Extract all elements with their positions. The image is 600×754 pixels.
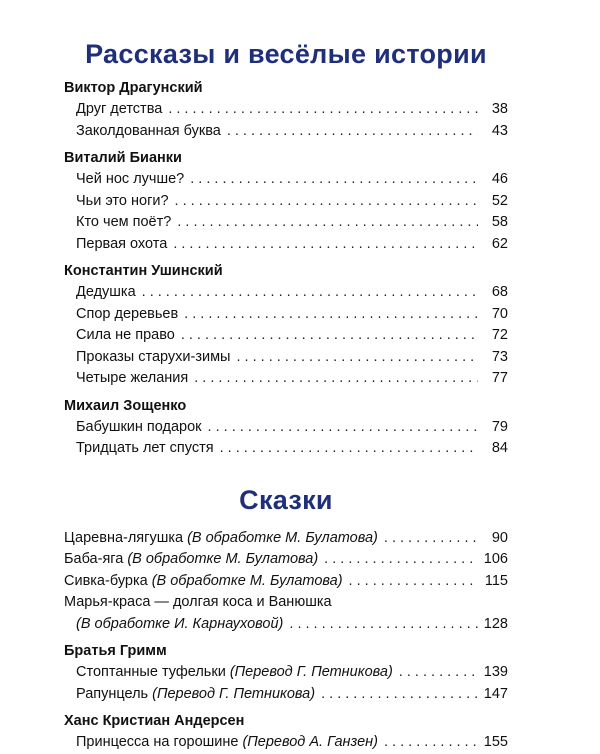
entry-page-number: 72 [491, 327, 508, 343]
author-heading: Ханс Кристиан Андерсен [64, 713, 245, 729]
toc-entry[interactable] [64, 732, 508, 754]
toc-entry[interactable] [64, 304, 508, 326]
dot-leader [194, 368, 478, 390]
entry-title: Проказы старухи-зимы [76, 348, 231, 365]
toc-entry[interactable] [64, 684, 508, 706]
entry-title: Царевна-лягушка [64, 529, 184, 546]
entry-page-number: 73 [491, 348, 508, 365]
dot-leader [173, 234, 478, 256]
author-heading: Михаил Зощенко [64, 397, 187, 414]
entry-title: Тридцать лет спустя [76, 440, 214, 456]
dot-leader [289, 614, 477, 636]
entry-title: Бабушкин подарок [76, 418, 202, 435]
entry-note: (В обработке М. Булатова) [187, 529, 378, 546]
entry-title: Дедушка [76, 284, 136, 300]
entry-title: Четыре желания [76, 370, 189, 386]
dot-leader [384, 732, 478, 754]
entry-title: Сивка-бурка [64, 572, 148, 589]
author-heading: Виталий Бианки [64, 150, 182, 166]
entry-title: Друг детства [76, 101, 163, 117]
toc-entry[interactable] [64, 191, 508, 213]
dot-leader [177, 212, 478, 234]
entry-page-number: 147 [483, 685, 508, 702]
entry-title: Кто чем поёт? [76, 214, 172, 230]
entry-note: (В обработке И. Карнауховой) [76, 615, 284, 632]
entry-title: Рапунцель [76, 685, 149, 702]
entry-page-number: 62 [491, 235, 508, 252]
section-title-stories: Рассказы и весёлые истории [85, 39, 487, 69]
dot-leader [190, 169, 478, 191]
dot-leader [384, 528, 478, 550]
toc-entry[interactable] [64, 368, 508, 390]
entry-note: (Перевод А. Ганзен) [242, 734, 378, 750]
entry-page-number: 38 [491, 101, 508, 117]
entry-page-number: 77 [491, 370, 508, 386]
entry-title: Принцесса на горошине [76, 734, 239, 750]
entry-page-number: 128 [483, 615, 508, 632]
entry-page-number: 155 [483, 734, 508, 750]
toc-entry[interactable] [64, 234, 508, 256]
dot-leader [227, 121, 478, 143]
dot-leader [220, 438, 478, 460]
dot-leader [324, 549, 478, 571]
entry-title: Первая охота [76, 235, 168, 252]
toc-entry[interactable] [64, 325, 508, 347]
author-heading: Братья Гримм [64, 643, 167, 659]
dot-leader [168, 99, 478, 121]
dot-leader [181, 325, 478, 347]
toc-entry[interactable] [64, 212, 508, 234]
toc-entry[interactable] [64, 662, 508, 684]
entry-title: Чьи это ноги? [76, 192, 169, 209]
toc-entry[interactable] [64, 99, 508, 121]
dot-leader [349, 571, 478, 593]
entry-title: Заколдованная буква [76, 122, 221, 139]
toc-entry[interactable] [64, 549, 508, 571]
entry-title: Спор деревьев [76, 305, 179, 322]
entry-title-line[interactable]: Марья-краса — долгая коса и Ванюшка [64, 594, 332, 610]
section-title-tales: Сказки [239, 484, 333, 515]
toc-entry[interactable] [64, 438, 508, 460]
entry-page-number: 90 [491, 529, 508, 546]
entry-page-number: 115 [484, 572, 508, 589]
entry-page-number: 79 [491, 418, 508, 435]
toc-entry[interactable] [64, 571, 508, 593]
entry-page-number: 106 [483, 551, 508, 567]
author-heading: Константин Ушинский [64, 263, 223, 279]
author-heading: Виктор Драгунский [64, 80, 203, 96]
toc-entry[interactable] [64, 528, 508, 550]
toc-entry[interactable] [64, 121, 508, 143]
entry-title: Стоптанные туфельки [76, 664, 226, 680]
toc-entry[interactable] [64, 614, 508, 636]
dot-leader [175, 191, 478, 213]
entry-title: Чей нос лучше? [76, 171, 185, 187]
entry-page-number: 43 [491, 122, 508, 139]
dot-leader [236, 347, 478, 369]
dot-leader [184, 304, 478, 326]
entry-note: (Перевод Г. Петникова) [229, 664, 393, 680]
dot-leader [208, 417, 478, 439]
entry-note: (Перевод Г. Петникова) [152, 685, 316, 702]
entry-page-number: 58 [491, 214, 508, 230]
toc-entry[interactable] [64, 347, 508, 369]
dot-leader [321, 684, 478, 706]
entry-title: Баба-яга [64, 551, 124, 567]
entry-note: (В обработке М. Булатова) [127, 551, 319, 567]
entry-page-number: 70 [491, 305, 508, 322]
entry-page-number: 68 [491, 284, 508, 300]
toc-entry[interactable] [64, 282, 508, 304]
entry-title: Сила не право [76, 327, 175, 343]
entry-note: (В обработке М. Булатова) [151, 572, 343, 589]
entry-page-number: 139 [483, 664, 508, 680]
dot-leader [399, 662, 478, 684]
entry-page-number: 84 [491, 440, 508, 456]
entry-page-number: 46 [491, 171, 508, 187]
entry-page-number: 52 [491, 192, 508, 209]
toc-entry[interactable] [64, 169, 508, 191]
dot-leader [142, 282, 478, 304]
toc-entry[interactable] [64, 417, 508, 439]
